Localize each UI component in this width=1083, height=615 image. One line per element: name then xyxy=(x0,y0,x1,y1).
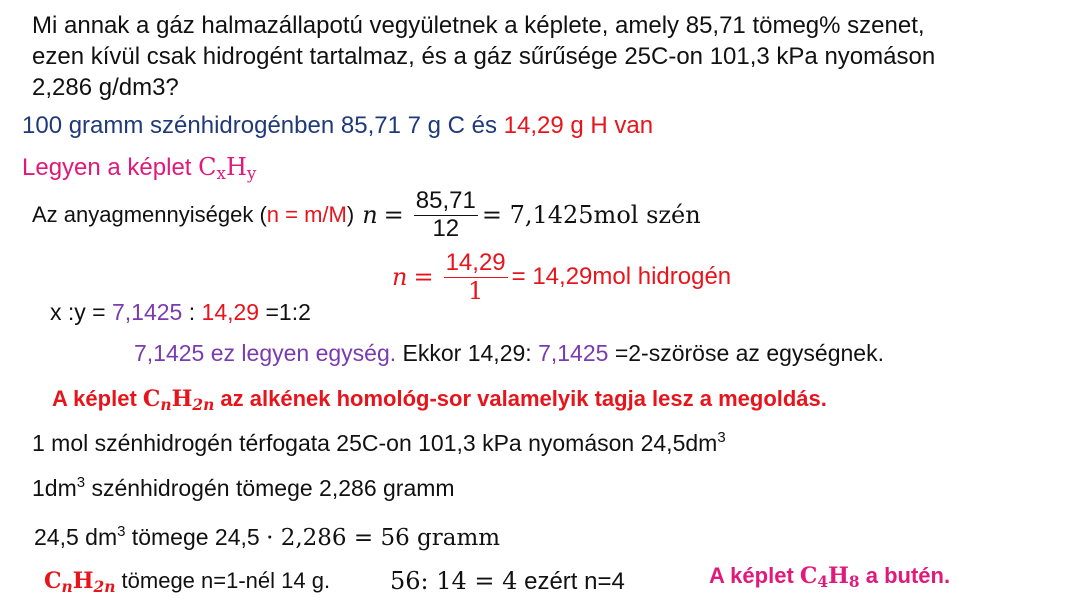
final-h: H xyxy=(72,568,94,594)
problem-line-3: 2,286 g/dm3? xyxy=(32,74,179,101)
mass1-post: szénhidrogén tömege 2,286 gramm xyxy=(85,475,455,501)
mass1-sup: 3 xyxy=(76,474,86,491)
ratio-line xyxy=(50,299,311,326)
carbon-result: = 7,1425mol szén xyxy=(481,201,701,229)
hydrogen-denominator: 1 xyxy=(467,276,484,305)
alkene-conclusion xyxy=(52,386,827,414)
ratio-end: =1:2 xyxy=(259,299,311,325)
mass2-mid: tömege 24,5 xyxy=(125,524,267,550)
ratio-b: 14,29 xyxy=(201,299,260,325)
mass1-pre: 1dm xyxy=(32,475,77,501)
unit-b: 7,1425 xyxy=(538,340,609,366)
hydrogen-fraction xyxy=(444,250,508,304)
answer xyxy=(709,563,950,591)
final-t2: ezért n=4 xyxy=(517,568,625,595)
moles-close: ) xyxy=(346,202,355,227)
hydrogen-result: = 14,29mol hidrogén xyxy=(511,263,732,290)
problem-line-1: Mi annak a gáz halmazállapotú vegyületnek a képlete, amely 85,71 tömeg% szenet, xyxy=(32,12,925,39)
unit-end: =2-szöröse az egységnek. xyxy=(608,340,884,366)
problem-line-2: ezen kívül csak hidrogént tartalmaz, és a gáz sűrűsége 25C-on 101,3 kPa nyomáson xyxy=(32,43,936,70)
answer-h: H xyxy=(828,563,849,589)
answer-c: C xyxy=(799,563,818,589)
unit-line xyxy=(134,340,884,367)
moles-label: Az anyagmennyiségek ( xyxy=(32,202,267,227)
ratio-sep: : xyxy=(182,299,202,325)
carbon-denominator: 12 xyxy=(432,214,460,242)
mass-molar-line xyxy=(34,523,500,551)
formula-h: H xyxy=(225,153,247,181)
final-2n: 2n xyxy=(93,578,116,596)
step-mass-composition xyxy=(22,112,653,140)
formula-x: x xyxy=(216,163,226,183)
moles-formula: n = m/M xyxy=(266,202,347,227)
formula-c: C xyxy=(198,153,217,181)
answer-post: a butén. xyxy=(859,563,951,588)
mass-1dm3-line xyxy=(32,474,455,502)
moles-eq-hydrogen: = xyxy=(413,263,434,291)
carbon-numerator: 85,71 xyxy=(415,187,476,215)
final-line xyxy=(44,568,330,596)
molar-volume-line xyxy=(32,429,726,457)
final-calc-expr: 56: 14 = 4 xyxy=(390,567,518,595)
formula-assumption xyxy=(22,153,256,183)
mass2-calc: · 2,286 = 56 gramm xyxy=(266,525,501,551)
alkene-c: C xyxy=(142,386,161,412)
alkene-post: az alkének homológ-sor valamelyik tagja lesz a megoldás. xyxy=(214,386,827,411)
volume-text: 1 mol szénhidrogén térfogata 25C-on 101,3 kPa nyomáson 24,5dm xyxy=(32,430,718,456)
moles-eq-carbon: = xyxy=(383,201,404,229)
final-c: C xyxy=(44,568,62,594)
final-t1: tömege n=1-nél 14 g. xyxy=(115,568,331,593)
ratio-a: 7,1425 xyxy=(112,299,183,325)
answer-8: 8 xyxy=(848,573,860,591)
hydrogen-numerator: 14,29 xyxy=(445,249,506,277)
moles-hydrogen-line xyxy=(392,246,731,308)
alkene-h: H xyxy=(171,386,193,412)
unit-a: 7,1425 ez legyen egység. xyxy=(134,340,397,366)
moles-n-hydrogen: n xyxy=(392,263,408,291)
problem-text xyxy=(32,10,935,103)
alkene-n: n xyxy=(160,396,172,414)
answer-pre: A képlet xyxy=(709,563,800,588)
alkene-2n: 2n xyxy=(192,396,215,414)
answer-4: 4 xyxy=(817,573,829,591)
step1-prefix: 100 gramm szénhidrogénben 85,71 7 g C és xyxy=(22,112,504,139)
formula-assumption-text: Legyen a képlet xyxy=(22,154,199,181)
final-n: n xyxy=(61,578,73,596)
moles-carbon-line xyxy=(32,187,701,243)
formula-y: y xyxy=(246,163,257,183)
step1-hydrogen: 14,29 g H van xyxy=(503,112,654,139)
carbon-fraction xyxy=(414,188,478,242)
alkene-pre: A képlet xyxy=(52,386,143,411)
unit-mid: Ekkor 14,29: xyxy=(396,340,539,366)
ratio-start: x :y = xyxy=(50,299,112,325)
final-calc xyxy=(390,567,625,596)
mass2-pre: 24,5 dm xyxy=(34,524,118,550)
mass2-sup: 3 xyxy=(117,523,126,540)
moles-n-carbon: n xyxy=(362,201,378,229)
volume-sup: 3 xyxy=(717,429,726,446)
